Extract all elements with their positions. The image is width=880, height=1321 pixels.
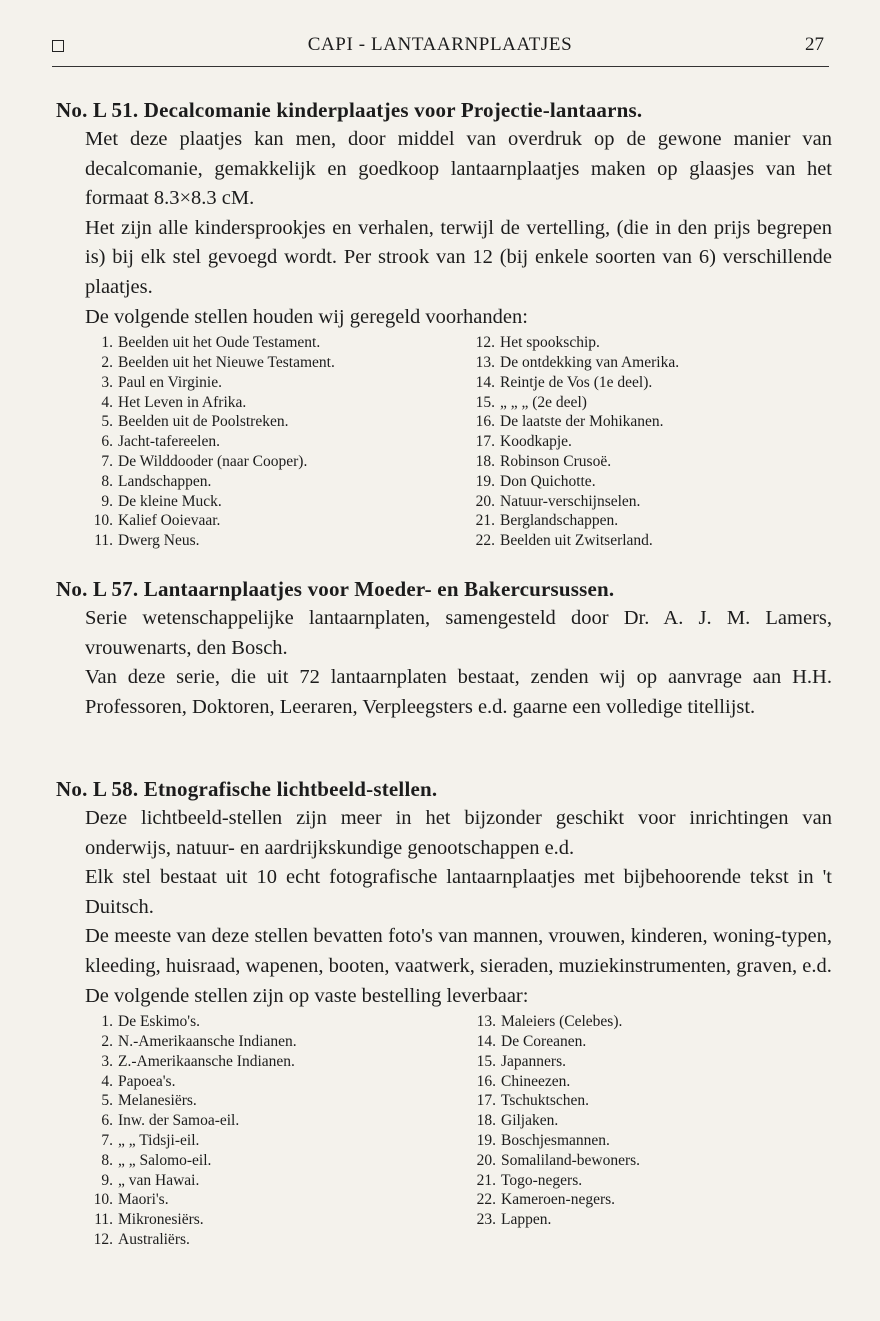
list-item-text: Tschuktschen. xyxy=(501,1092,590,1110)
list-item-text: Melanesiërs. xyxy=(118,1092,197,1110)
list-item xyxy=(470,472,679,492)
list-item xyxy=(471,1032,640,1052)
list-item-number: 5. xyxy=(101,413,113,431)
list-item-text: Australiërs. xyxy=(118,1230,190,1248)
list-item xyxy=(470,353,679,373)
list-item xyxy=(470,373,679,393)
list-item xyxy=(88,393,335,413)
section-heading: No. L 51. Decalcomanie kinderplaatjes voor Projectie-lantaarns. xyxy=(56,98,643,122)
list-item-number: 8. xyxy=(101,472,113,490)
list-item-text: Giljaken. xyxy=(501,1112,559,1130)
list-item xyxy=(88,1072,297,1092)
list-item-number: 9. xyxy=(101,492,113,510)
list-item-text: Lappen. xyxy=(501,1211,552,1229)
list-item xyxy=(470,333,679,353)
list-item-text: Beelden uit Zwitserland. xyxy=(500,532,653,550)
list-item-text: Beelden uit de Poolstreken. xyxy=(118,413,289,431)
list-item-text: Togo-negers. xyxy=(501,1171,583,1189)
paragraph: De meeste van deze stellen bevatten foto's van mannen, vrouwen, kinderen, woning-typen, kleeding, huisraad, wapenen, booten, vaatwerk, sieraden, muziekinstrumenten, graven, e.d. xyxy=(85,925,832,977)
paragraph: Elk stel bestaat uit 10 echt fotografische lantaarnplaatjes met bijbehoorende tekst in 't Duitsch. xyxy=(85,866,832,918)
list-item-number: 17. xyxy=(475,433,495,451)
list-item xyxy=(88,353,335,373)
list-item-text: „ „ „ (2e deel) xyxy=(500,393,587,411)
list-item-text: Z.-Amerikaansche Indianen. xyxy=(118,1052,295,1070)
list-item-text: De Coreanen. xyxy=(501,1032,587,1050)
item-list xyxy=(56,1012,832,1252)
list-item-number: 7. xyxy=(101,452,113,470)
list-item-text: „ „ Tidsji-eil. xyxy=(118,1131,200,1149)
list-item xyxy=(88,412,335,432)
list-column-right xyxy=(471,1012,640,1230)
list-item-text: Don Quichotte. xyxy=(500,472,596,490)
list-item xyxy=(88,1190,297,1210)
paragraph: Met deze plaatjes kan men, door middel van overdruk op de gewone manier van decalcomanie, gemakkelijk en goedkoop lantaarnplaatjes maken op glaasjes van het formaat 8.3×8.3 cM. xyxy=(85,128,832,210)
list-item-text: Beelden uit het Oude Testament. xyxy=(118,334,321,352)
list-item xyxy=(88,1032,297,1052)
list-column-left xyxy=(88,1012,297,1250)
list-item-text: Paul en Virginie. xyxy=(118,373,222,391)
list-item-text: Papoea's. xyxy=(118,1072,176,1090)
list-item xyxy=(471,1171,640,1191)
list-item-text: Inw. der Samoa-eil. xyxy=(118,1112,240,1130)
list-item-number: 8. xyxy=(101,1151,113,1169)
paragraph: Van deze serie, die uit 72 lantaarnplaten bestaat, zenden wij op aanvrage aan H.H. Professoren, Doktoren, Leeraren, Verpleegsters e.d. gaarne een volledige titellijst. xyxy=(85,666,832,718)
list-item-text: Boschjesmannen. xyxy=(501,1131,610,1149)
list-item-number: 6. xyxy=(101,433,113,451)
list-item-number: 5. xyxy=(101,1092,113,1110)
list-item-text: Japanners. xyxy=(501,1052,566,1070)
list-item xyxy=(88,492,335,512)
list-item-number: 14. xyxy=(476,1032,496,1050)
list-item xyxy=(471,1210,640,1230)
list-item-number: 19. xyxy=(475,472,495,490)
section-l58 xyxy=(56,774,832,1252)
list-item-number: 11. xyxy=(94,532,113,550)
paragraph: De volgende stellen zijn op vaste bestelling leverbaar: xyxy=(85,984,529,1007)
list-item-text: Jacht-tafereelen. xyxy=(118,433,220,451)
list-item-text: Koodkapje. xyxy=(500,433,572,451)
list-item-number: 18. xyxy=(475,452,495,470)
list-item xyxy=(471,1151,640,1171)
list-item-number: 20. xyxy=(476,1151,496,1169)
list-item xyxy=(88,373,335,393)
list-item xyxy=(470,412,679,432)
list-item-number: 16. xyxy=(475,413,495,431)
list-item xyxy=(88,1012,297,1032)
list-item-text: Dwerg Neus. xyxy=(118,532,200,550)
list-item-number: 6. xyxy=(101,1112,113,1130)
list-item-number: 21. xyxy=(476,1171,496,1189)
section-l57 xyxy=(56,574,832,722)
list-item-number: 12. xyxy=(93,1230,113,1248)
list-item-text: Reintje de Vos (1e deel). xyxy=(500,373,653,391)
list-item-text: „ van Hawai. xyxy=(118,1171,200,1189)
list-item-text: Berglandschappen. xyxy=(500,512,619,530)
list-item xyxy=(471,1131,640,1151)
list-item-text: Kameroen-negers. xyxy=(501,1191,616,1209)
item-list xyxy=(56,333,832,551)
list-item-text: Maori's. xyxy=(118,1191,169,1209)
list-item xyxy=(470,393,679,413)
list-item-number: 15. xyxy=(475,393,495,411)
list-column-right xyxy=(470,333,679,551)
list-item-text: Natuur-verschijnselen. xyxy=(500,492,641,510)
list-item xyxy=(88,452,335,472)
list-column-left xyxy=(88,333,335,551)
list-item-number: 23. xyxy=(476,1211,496,1229)
list-item xyxy=(470,432,679,452)
list-item xyxy=(471,1190,640,1210)
list-item xyxy=(470,511,679,531)
list-item-text: De ontdekking van Amerika. xyxy=(500,353,680,371)
list-item-number: 10. xyxy=(93,512,113,530)
header-rule xyxy=(52,66,829,67)
list-item-text: N.-Amerikaansche Indianen. xyxy=(118,1032,297,1050)
list-item-number: 22. xyxy=(476,1191,496,1209)
list-item-number: 2. xyxy=(101,1032,113,1050)
list-item xyxy=(471,1052,640,1072)
list-item xyxy=(88,1151,297,1171)
list-item-text: Landschappen. xyxy=(118,472,212,490)
list-item xyxy=(88,511,335,531)
list-item-number: 17. xyxy=(476,1092,496,1110)
list-item xyxy=(88,1052,297,1072)
section-l51 xyxy=(56,95,832,551)
list-item-number: 10. xyxy=(93,1191,113,1209)
list-item-text: Het Leven in Afrika. xyxy=(118,393,247,411)
list-item-number: 4. xyxy=(101,393,113,411)
list-item xyxy=(470,492,679,512)
list-item-number: 3. xyxy=(101,1052,113,1070)
section-heading: No. L 58. Etnografische lichtbeeld-stellen. xyxy=(56,777,438,801)
section-heading: No. L 57. Lantaarnplaatjes voor Moeder- en Bakercursussen. xyxy=(56,577,615,601)
list-item xyxy=(88,472,335,492)
list-item xyxy=(471,1012,640,1032)
paragraph: Serie wetenschappelijke lantaarnplaten, samengesteld door Dr. A. J. M. Lamers, vrouwenarts, den Bosch. xyxy=(85,607,832,659)
list-item-number: 20. xyxy=(475,492,495,510)
list-item-number: 4. xyxy=(101,1072,113,1090)
list-item-number: 21. xyxy=(475,512,495,530)
list-item-text: Somaliland-bewoners. xyxy=(501,1151,641,1169)
list-item-number: 18. xyxy=(476,1112,496,1130)
list-item-number: 13. xyxy=(476,1013,496,1031)
list-item xyxy=(88,1210,297,1230)
list-item-text: Maleiers (Celebes). xyxy=(501,1013,623,1031)
list-item-number: 16. xyxy=(476,1072,496,1090)
list-item-text: Robinson Crusoë. xyxy=(500,452,612,470)
list-item xyxy=(470,452,679,472)
list-item xyxy=(88,531,335,551)
list-item-number: 7. xyxy=(101,1131,113,1149)
list-item xyxy=(471,1111,640,1131)
paragraph: Deze lichtbeeld-stellen zijn meer in het bijzonder geschikt voor inrichtingen van onderwijs, natuur- en aardrijkskundige genootschappen e.d. xyxy=(85,807,832,859)
list-item-text: De Wilddooder (naar Cooper). xyxy=(118,452,308,470)
running-header-title: CAPI - LANTAARNPLAATJES xyxy=(307,34,573,55)
list-item-text: Mikronesiërs. xyxy=(118,1211,204,1229)
list-item-text: Het spookschip. xyxy=(500,334,600,352)
list-item-text: Kalief Ooievaar. xyxy=(118,512,221,530)
list-item-text: Chineezen. xyxy=(501,1072,571,1090)
list-item-number: 12. xyxy=(475,334,495,352)
list-item-text: De laatste der Mohikanen. xyxy=(500,413,664,431)
page-number: 27 xyxy=(805,34,824,55)
list-item-number: 11. xyxy=(94,1211,113,1229)
list-item-text: De Eskimo's. xyxy=(118,1013,201,1031)
list-item xyxy=(88,333,335,353)
list-item-text: Beelden uit het Nieuwe Testament. xyxy=(118,353,335,371)
list-item-number: 2. xyxy=(101,353,113,371)
list-item xyxy=(88,1091,297,1111)
list-item xyxy=(88,1131,297,1151)
list-item xyxy=(88,1111,297,1131)
list-item-number: 1. xyxy=(101,334,113,352)
list-item-text: „ „ Salomo-eil. xyxy=(118,1151,212,1169)
list-item xyxy=(88,1230,297,1250)
list-item-number: 22. xyxy=(475,532,495,550)
list-item xyxy=(471,1072,640,1092)
paragraph: De volgende stellen houden wij geregeld voorhanden: xyxy=(85,305,528,328)
list-item-text: De kleine Muck. xyxy=(118,492,222,510)
list-item-number: 9. xyxy=(101,1171,113,1189)
list-item xyxy=(471,1091,640,1111)
list-item-number: 14. xyxy=(475,373,495,391)
list-item-number: 1. xyxy=(101,1013,113,1031)
paragraph: Het zijn alle kindersprookjes en verhalen, terwijl de vertelling, (die in den prijs begrepen is) bij elk stel gevoegd wordt. Per strook van 12 (bij enkele soorten van 6) verschillende plaatjes. xyxy=(85,216,832,298)
list-item-number: 15. xyxy=(476,1052,496,1070)
list-item xyxy=(470,531,679,551)
list-item-number: 3. xyxy=(101,373,113,391)
list-item xyxy=(88,1171,297,1191)
list-item xyxy=(88,432,335,452)
list-item-number: 13. xyxy=(475,353,495,371)
list-item-number: 19. xyxy=(476,1131,496,1149)
